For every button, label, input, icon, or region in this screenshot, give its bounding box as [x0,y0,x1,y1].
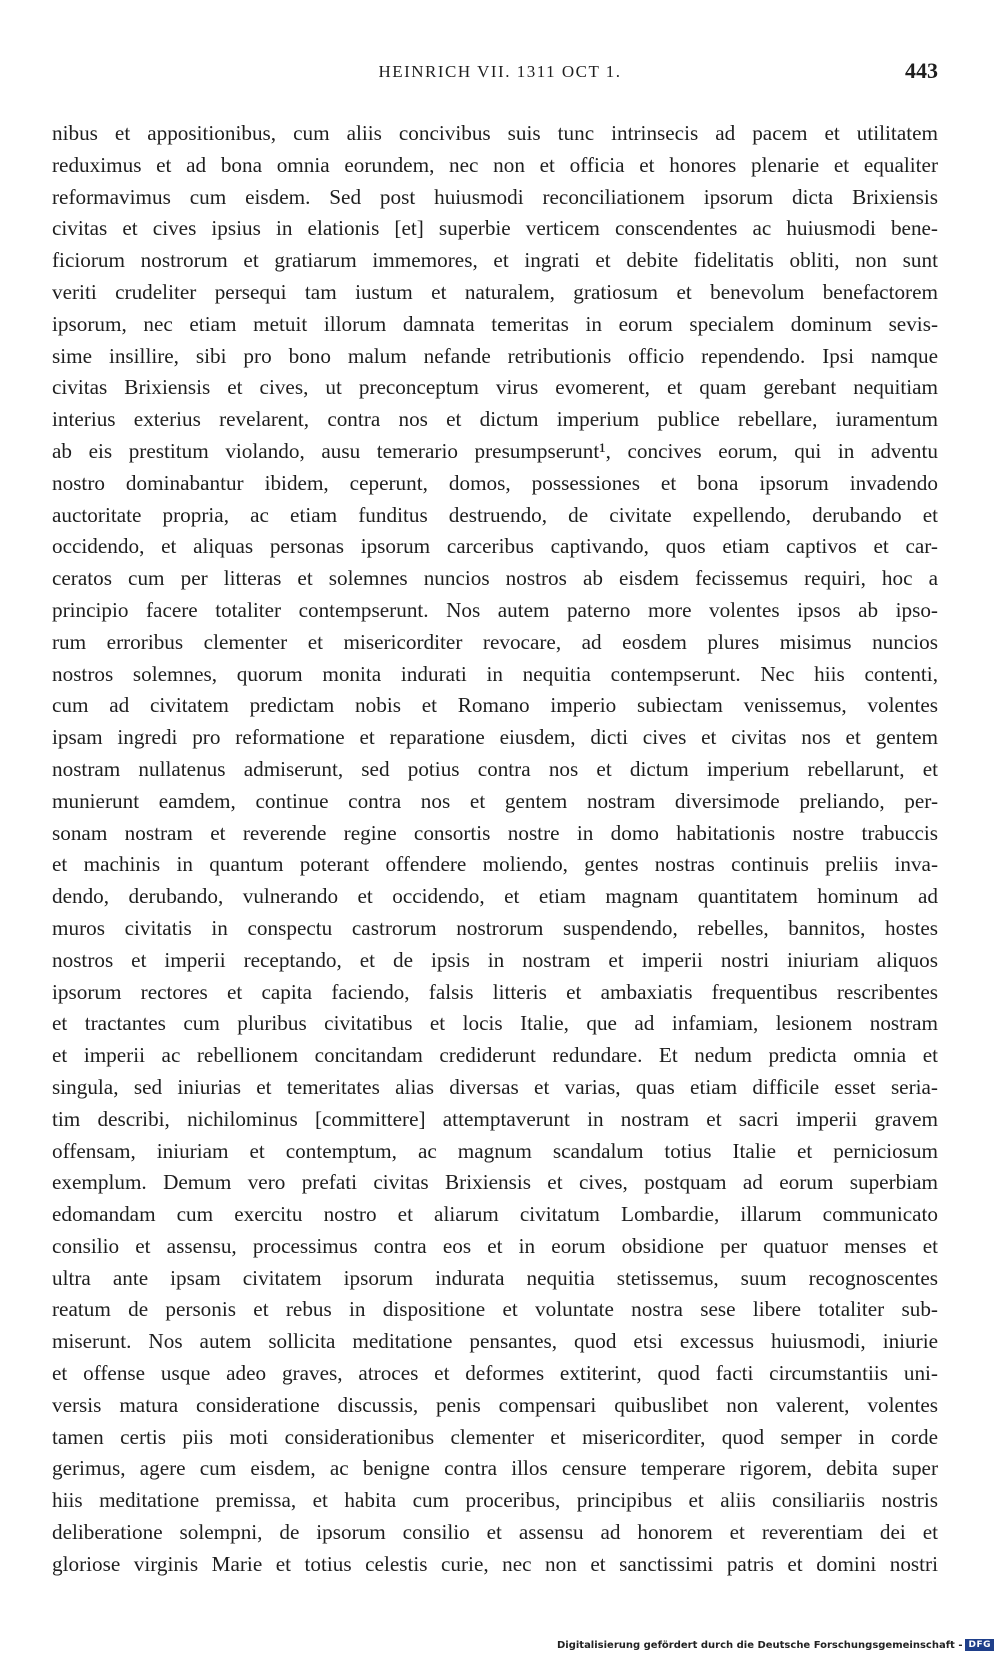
text-line: ab eis prestitum violando, ausu temerario presumpserunt¹, concives eorum, qui in adventu [52,438,938,463]
footer-credit [557,1639,994,1651]
text-line: tim describi, nichilominus [committere] attemptaverunt in nostram et sacri imperii gravem [52,1106,938,1131]
text-line: ultra ante ipsam civitatem ipsorum indurata nequitia stetissemus, suum recognoscentes [52,1265,938,1290]
text-line: et offense usque adeo graves, atroces et deformes extiterint, quod facti circumstantiis uni- [52,1361,938,1386]
text-line: civitas Brixiensis et cives, ut preconceptum virus evomerent, et quam gerebant nequitiam [52,375,938,400]
text-line: sime insillire, sibi pro bono malum nefande retributionis officio rependendo. Ipsi namque [52,343,938,368]
text-line: reformavimus cum eisdem. Sed post huiusmodi reconciliationem ipsorum dicta Brixiensis [52,184,938,209]
text-line: civitas et cives ipsius in elationis [et] superbie verticem conscendentes ac huiusmodi bene- [52,216,938,241]
text-line: offensam, iniuriam et contemptum, ac magnum scandalum totius Italie et perniciosum [52,1138,938,1163]
page-number: 443 [905,58,938,83]
text-line: singula, sed iniurias et temeritates alias diversas et varias, quas etiam difficile esset seria- [52,1074,938,1099]
text-line: ipsam ingredi pro reformatione et reparatione eiusdem, dicti cives et civitas nos et gentem [52,725,938,750]
text-line: ficiorum nostrorum et gratiarum immemores, et ingrati et debite fidelitatis obliti, non sunt [52,248,938,273]
text-line: edomandam cum exercitu nostro et aliarum civitatum Lombardie, illarum communicato [52,1202,938,1227]
page-header [0,58,1000,88]
text-line: sonam nostram et reverende regine consortis nostre in domo habitationis nostre trabuccis [52,820,938,845]
text-line: nostram nullatenus admiserunt, sed potius contra nos et dictum imperium rebellarunt, et [52,756,938,781]
text-line: reatum de personis et rebus in dispositione et voluntate nostra sese libere totaliter sub- [52,1297,938,1322]
text-line: reduximus et ad bona omnia eorundem, nec non et officia et honores plenarie et equaliter [52,152,938,177]
text-line: ceratos cum per litteras et solemnes nuncios nostros ab eisdem fecissemus requiri, hoc a [52,566,938,591]
text-line: et tractantes cum pluribus civitatibus et locis Italie, que ad infamiam, lesionem nostram [52,1011,938,1036]
text-line: principio facere totaliter contempserunt. Nos autem paterno more volentes ipsos ab ipso- [52,597,938,622]
body-text [52,118,938,1612]
text-line: muros civitatis in conspectu castrorum nostrorum suspendendo, rebelles, bannitos, hostes [52,915,938,940]
text-line: munierunt eamdem, continue contra nos et gentem nostram diversimode preliando, per- [52,788,938,813]
dfg-logo: DFG [965,1639,994,1651]
text-line: hiis meditatione premissa, et habita cum proceribus, principibus et aliis consiliariis nostris [52,1488,938,1513]
text-line: cum ad civitatem predictam nobis et Romano imperio subiectam venissemus, volentes [52,693,938,718]
text-line: consilio et assensu, processimus contra eos et in eorum obsidione per quatuor menses et [52,1233,938,1258]
text-line: nostros et imperii receptando, et de ipsis in nostram et imperii nostri iniuriam aliquos [52,947,938,972]
text-line: veriti crudeliter persequi tam iustum et naturalem, gratiosum et benevolum benefactorem [52,279,938,304]
text-line: miserunt. Nos autem sollicita meditatione pensantes, quod etsi excessus huiusmodi, iniurie [52,1329,938,1354]
text-line: nibus et appositionibus, cum aliis concivibus suis tunc intrinsecis ad pacem et utilitatem [52,121,938,145]
text-line: nostros solemnes, quorum monita indurati in nequitia contempserunt. Nec hiis contenti, [52,661,938,686]
text-line: ipsorum, nec etiam metuit illorum damnata temeritas in eorum specialem dominum sevis- [52,311,938,336]
text-line [52,1581,938,1613]
text-line: tamen certis piis moti considerationibus clementer et misericorditer, quod semper in corde [52,1424,938,1449]
text-line: auctoritate propria, ac etiam funditus destruendo, de civitate expellendo, derubando et [52,502,938,527]
text-line: interius exterius revelarent, contra nos et dictum imperium publice rebellare, iuramentum [52,407,938,432]
text-line: dendo, derubando, vulnerando et occidendo, et etiam magnam quantitatem hominum ad [52,884,938,909]
text-line: gerimus, agere cum eisdem, ac benigne contra illos censure temperare rigorem, debita super [52,1456,938,1481]
text-line: exemplum. Demum vero prefati civitas Brixiensis et cives, postquam ad eorum superbiam [52,1170,938,1195]
text-line: gloriose virginis Marie et totius celestis curie, nec non et sanctissimi patris et domini nostri [52,1551,938,1576]
text-line: occidendo, et aliquas personas ipsorum carceribus captivando, quos etiam captivos et car- [52,534,938,559]
text-line: nostro dominabantur ibidem, ceperunt, domos, possessiones et bona ipsorum invadendo [52,470,938,495]
text-line: ipsorum rectores et capita faciendo, falsis litteris et ambaxiatis frequentibus rescribentes [52,979,938,1004]
footer-credit-text: Digitalisierung gefördert durch die Deutsche Forschungsgemeinschaft - [556,1639,963,1651]
text-line: et imperii ac rebellionem concitandam crediderunt redundare. Et nedum predicta omnia et [52,1043,938,1068]
text-line: et machinis in quantum poterant offendere moliendo, gentes nostras continuis preliis inva- [52,852,938,877]
running-title: HEINRICH VII. 1311 OCT 1. [378,62,622,81]
text-line: rum erroribus clementer et misericorditer revocare, ad eosdem plures misimus nuncios [52,629,938,654]
text-line: versis matura consideratione discussis, penis compensari quibuslibet non valerent, volentes [52,1392,938,1417]
text-line: deliberatione solempni, de ipsorum consilio et assensu ad honorem et reverentiam dei et [52,1520,938,1545]
